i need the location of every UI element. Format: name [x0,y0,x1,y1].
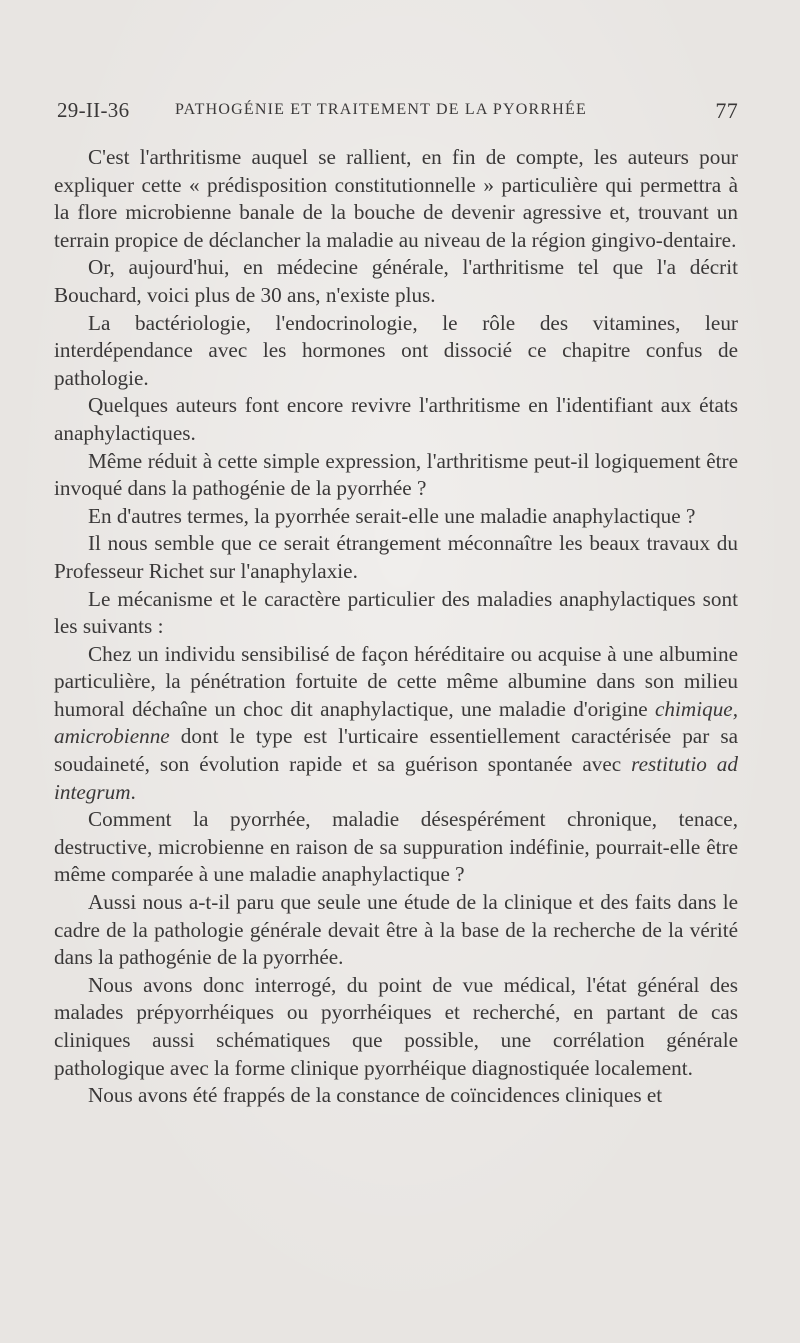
paragraph: Nous avons donc interrogé, du point de vue médical, l'état général des malades prépyorrhéiques ou pyorrhéiques et recherché, en partant de cas cliniques aussi schématiques que possible, une corrélation générale pathologique avec la forme clinique pyorrhéique diagnostiquée localement. [54,972,738,1080]
paragraph: Nous avons été frappés de la constance de coïncidences cliniques et [88,1083,663,1108]
folio-date: 29-II-36 [57,98,130,122]
text-run: Chez un individu sensibilisé de façon héréditaire ou acquise à une albumine particulière, la pénétration fortuite de cette même albumine dans son milieu humoral déchaîne un choc dit anaphylactique, une maladie d'origine [54,641,738,721]
paragraph: Même réduit à cette simple expression, l'arthritisme peut-il logiquement être invoqué dans la pathogénie de la pyorrhée ? [54,448,738,501]
paragraph: Or, aujourd'hui, en médecine générale, l'arthritisme tel que l'a décrit Bouchard, voici plus de 30 ans, n'existe plus. [54,255,738,307]
page-header [55,96,738,126]
paragraph-with-italics [54,641,738,807]
paragraph: En d'autres termes, la pyorrhée serait-elle une maladie anaphylactique ? [88,503,696,528]
body-text [54,144,738,1110]
text-run: dont le type est l'urticaire essentiellement caractérisée par sa soudaineté, son évolution rapide et sa guérison spontanée avec [54,724,738,777]
paragraph: Aussi nous a-t-il paru que seule une étude de la clinique et des faits dans le cadre de la pathologie générale devait être à la base de la recherche de la vérité dans la pathogénie de la pyorrhée. [54,890,738,970]
paragraph: Quelques auteurs font encore revivre l'arthritisme en l'identifiant aux états anaphylactiques. [54,393,738,445]
italic-term: restitutio ad integrum [54,752,738,804]
text-run: . [130,779,136,804]
paragraph: Il nous semble que ce serait étrangement méconnaître les beaux travaux du Professeur Richet sur l'anaphylaxie. [54,531,738,583]
paragraph: Le mécanisme et le caractère particulier des maladies anaphylactiques sont les suivants : [54,586,738,639]
paragraph: La bactériologie, l'endocrinologie, le rôle des vitamines, leur interdépendance avec les hormones ont dissocié ce chapitre confus de pathologie. [54,310,738,390]
paragraph: C'est l'arthritisme auquel se rallient, en fin de compte, les auteurs pour expliquer cette « prédisposition constitutionnelle » particulière qui permettra à la flore microbienne banale de la bouche de devenir agressive et, trouvant un terrain propice de déclancher la maladie au niveau de la région gingivo-dentaire. [54,145,738,252]
italic-term: chimique, amicrobienne [54,696,738,749]
paragraph: Comment la pyorrhée, maladie désespérément chronique, tenace, destructive, microbienne en raison de sa suppuration indéfinie, pourrait-elle être même comparée à une maladie anaphylactique ? [54,807,738,887]
running-title: PATHOGÉNIE ET TRAITEMENT DE LA PYORRHÉE [175,101,587,118]
page-number: 77 [715,98,738,123]
